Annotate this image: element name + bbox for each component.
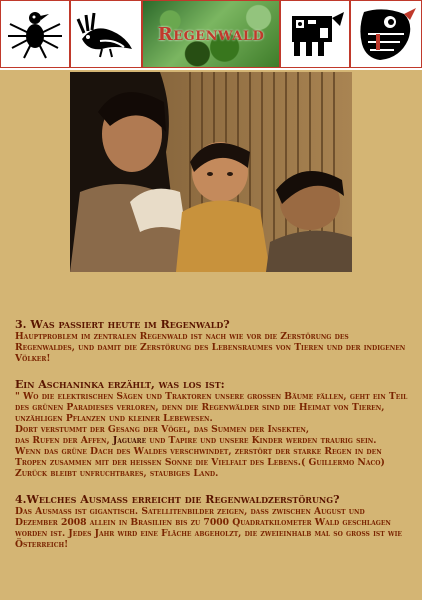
spiky-bird-icon — [4, 4, 66, 64]
aschaninka-quote-2: Dort verstummt der Gesang der Vögel, das Summen der Insekten, — [15, 424, 310, 435]
stylized-creature-tile — [350, 0, 422, 68]
quote-3-start: das Rufen der Affen, — [15, 435, 113, 446]
header-banner — [0, 0, 422, 70]
section3-body: Hauptproblem im zentralen Regenwald ist nach wie vor die Zerstörung des Regenwaldes, und damit die Zerstörung des Lebensraumes von Tieren und der indigenen Völker! — [15, 331, 406, 364]
section3-heading: 3. Was passiert heute im Regenwald? — [15, 318, 230, 331]
stylized-creature-icon — [354, 4, 418, 64]
aschaninka-heading: Ein Aschaninka erzählt, was los ist: — [15, 378, 225, 391]
aschaninka-quote-1: " Wo die elektrischen Sägen und Traktoren unsere grossen Bäume fällen, geht ein Teil des grünen Paradieses verloren, denn die Regenwälder sind die Heimat von Tieren, unzähligen Pflanzen und kleiner Lebewesen. — [15, 391, 408, 424]
section4-body: Das Ausmass ist gigantisch. Satellitenbilder zeigen, dass zwischen August und Dezember 2008 allein in Brasilien bis zu 7000 Quadratkilometer Wald geschlagen worden ist. Jedes Jahr wird eine Fläche abgeholzt, die zweieinhalb mal so gross ist wie Österreich! — [15, 506, 402, 550]
geometric-animal-icon — [284, 6, 346, 62]
crested-bird-icon — [74, 9, 138, 59]
bird-emblem-tile — [0, 0, 70, 68]
aschaninka-quote-3 — [15, 435, 410, 446]
article-content — [15, 318, 410, 550]
family-photo — [70, 72, 352, 272]
aschaninka-quote-4: Wenn das grüne Dach des Waldes verschwindet, zerstört der starke Regen in den Tropen zusammen mit der heissen Sonne die Vielfalt des Lebens.( Guillermo Naco) — [15, 446, 385, 468]
geometric-animal-tile — [280, 0, 350, 68]
spacer — [15, 479, 410, 493]
jaguare-word: Jaguare — [112, 435, 147, 446]
spacer — [15, 364, 410, 378]
section4-heading: 4.Welches Ausmass erreicht die Regenwaldzerstörung? — [15, 493, 340, 506]
aschaninka-quote-5: Zurück bleibt unfruchtbares, staubiges Land. — [15, 468, 219, 479]
banner-title: Regenwald — [157, 23, 265, 45]
photo-illustration — [70, 72, 352, 272]
rainforest-title-tile — [142, 0, 280, 68]
crested-bird-tile — [70, 0, 142, 68]
quote-3-end: und Tapire und unsere Kinder werden traurig sein. — [146, 435, 377, 446]
